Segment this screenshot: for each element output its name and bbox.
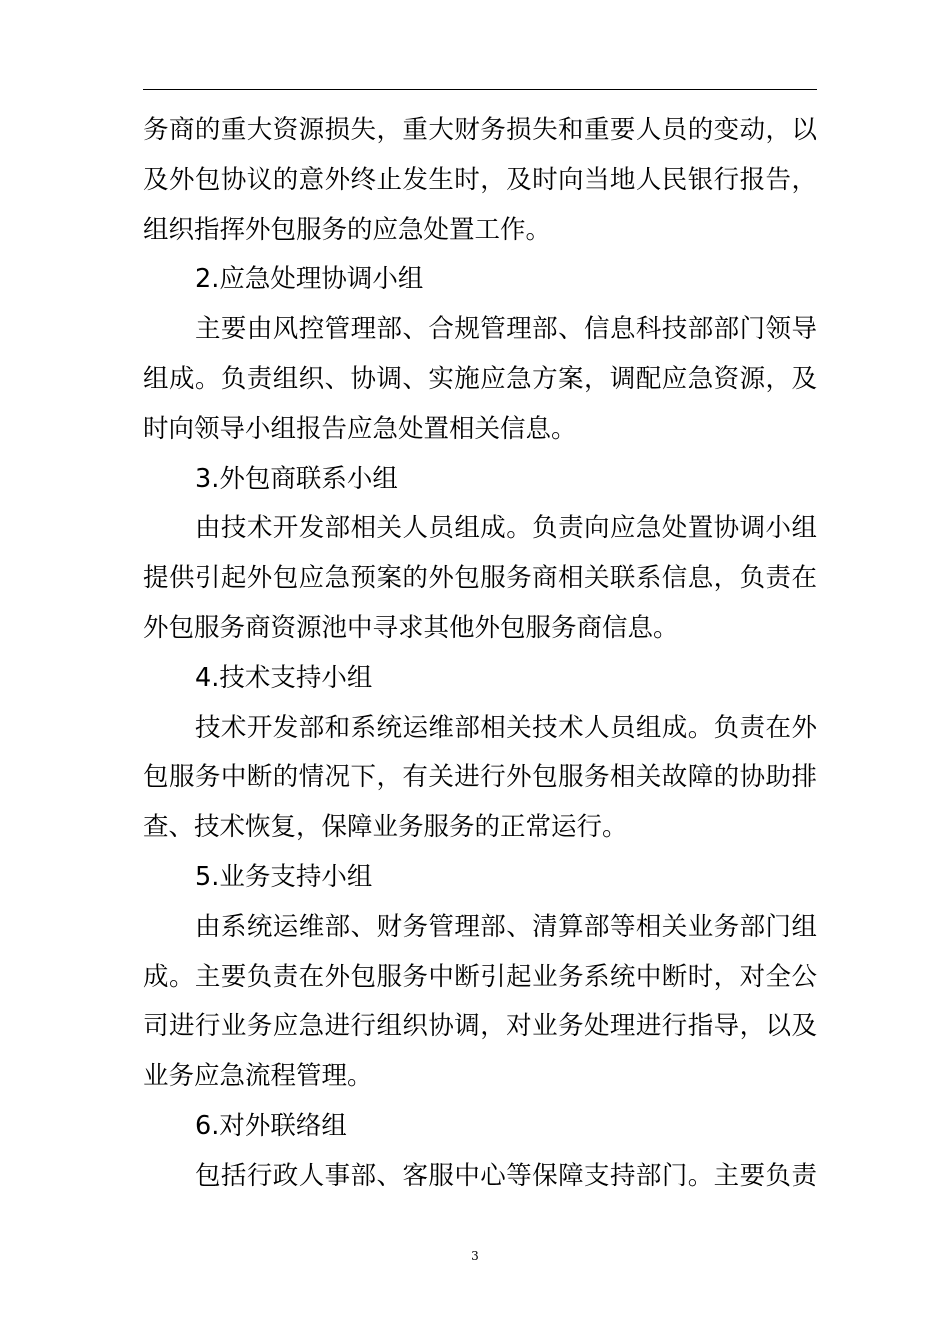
text-line-7: 时向领导小组报告应急处置相关信息。: [143, 413, 577, 444]
text-line-22: 包括行政人事部、客服中心等保障支持部门。主要负责: [195, 1160, 817, 1191]
section-heading-6: 6.对外联络组: [195, 1110, 347, 1141]
text-line-19: 司进行业务应急进行组织协调，对业务处理进行指导，以及: [143, 1011, 817, 1042]
text-line-9: 由技术开发部相关人员组成。负责向应急处置协调小组: [195, 513, 817, 544]
section-heading-4: 4.技术支持小组: [195, 662, 373, 693]
text-line-1: 务商的重大资源损失，重大财务损失和重要人员的变动，以: [143, 115, 817, 145]
text-line-10: 提供引起外包应急预案的外包服务商相关联系信息，负责在: [143, 563, 817, 594]
section-heading-3: 3.外包商联系小组: [195, 463, 398, 494]
text-line-20: 业务应急流程管理。: [143, 1061, 373, 1092]
text-line-13: 技术开发部和系统运维部相关技术人员组成。负责在外: [195, 712, 817, 743]
text-line-3: 组织指挥外包服务的应急处置工作。: [143, 214, 552, 245]
text-line-5: 主要由风控管理部、合规管理部、信息科技部部门领导: [195, 314, 817, 345]
text-line-18: 成。主要负责在外包服务中断引起业务系统中断时，对全公: [143, 961, 817, 992]
page-number: 3: [471, 1249, 479, 1263]
text-line-11: 外包服务商资源池中寻求其他外包服务商信息。: [143, 612, 679, 643]
document-body: [143, 106, 817, 1202]
section-heading-5: 5.业务支持小组: [195, 861, 373, 892]
section-heading-2: 2.应急处理协调小组: [195, 264, 424, 295]
header-rule: [143, 89, 817, 90]
text-line-15: 查、技术恢复，保障业务服务的正常运行。: [143, 812, 628, 843]
text-line-6: 组成。负责组织、协调、实施应急方案，调配应急资源，及: [143, 363, 817, 394]
text-line-17: 由系统运维部、财务管理部、清算部等相关业务部门组: [195, 911, 817, 942]
text-line-14: 包服务中断的情况下，有关进行外包服务相关故障的协助排: [143, 762, 817, 793]
text-line-2: 及外包协议的意外终止发生时，及时向当地人民银行报告，: [143, 164, 817, 195]
